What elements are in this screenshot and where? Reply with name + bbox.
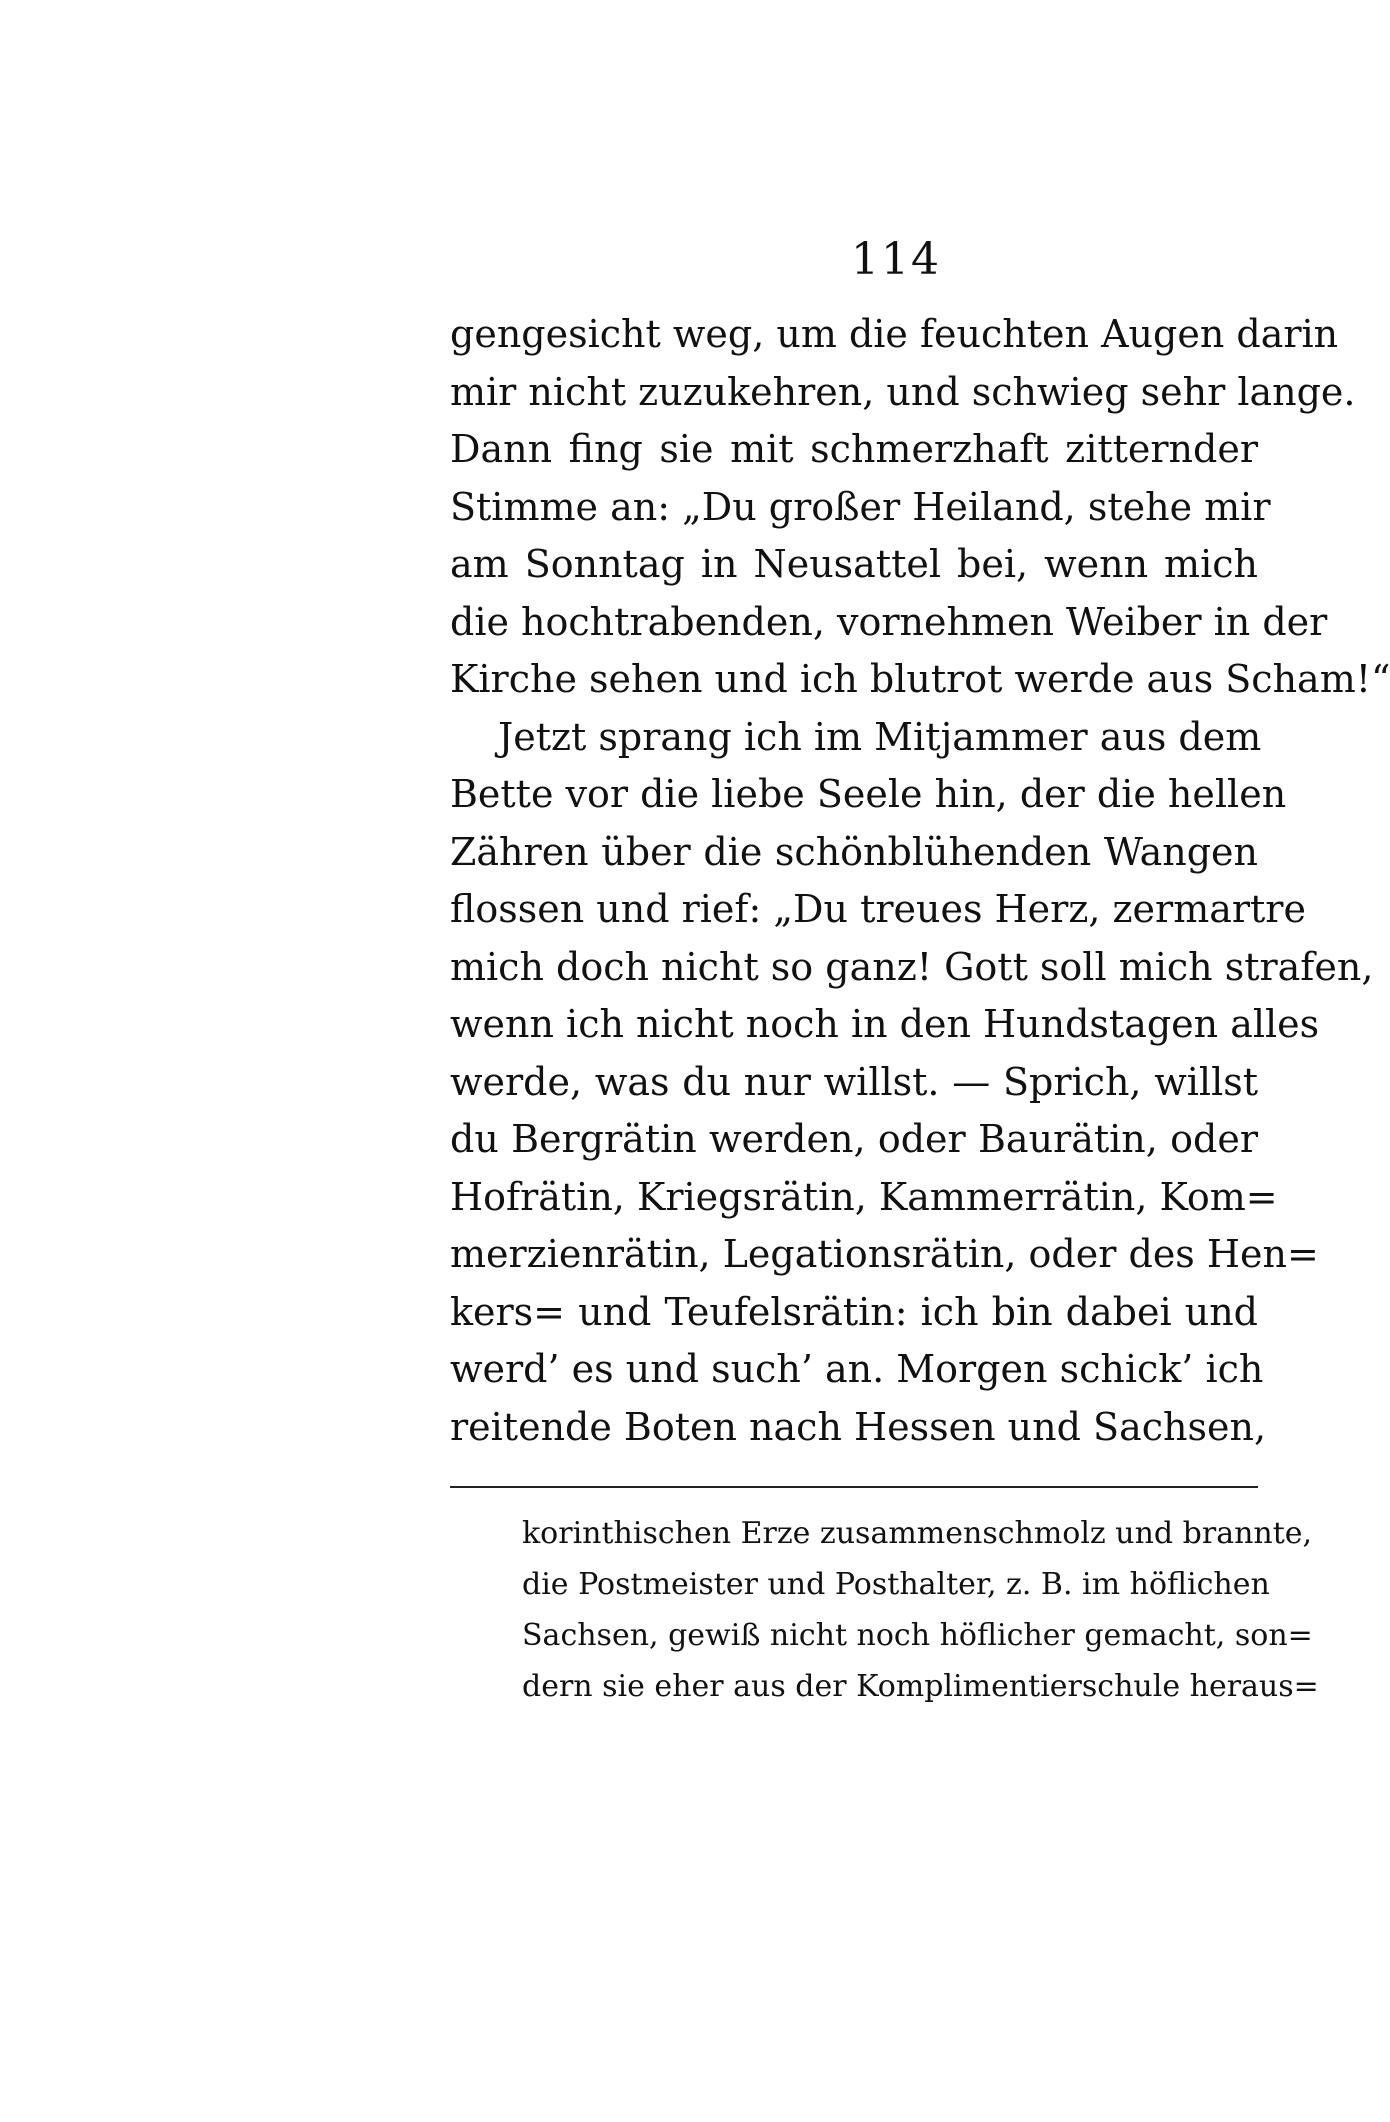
text-line: werde, was du nur willst. — Sprich, willst <box>450 1059 1258 1104</box>
text-line: kers= und Teufelsrätin: ich bin dabei und <box>450 1289 1258 1334</box>
footnote-line: Sachsen, gewiß nicht noch höflicher gemacht, son= <box>522 1618 1313 1653</box>
text-line: wenn ich nicht noch in den Hundstagen alles <box>450 1002 1320 1046</box>
footnote-block <box>522 1508 1319 1712</box>
footnote-line: dern sie eher aus der Komplimentierschule heraus= <box>522 1669 1319 1704</box>
text-line: werd’ es und such’ an. Morgen schick’ ich <box>450 1347 1264 1391</box>
text-line: flossen und rief: „Du treues Herz, zermartre <box>450 887 1306 931</box>
text-line: reitende Boten nach Hessen und Sachsen, <box>450 1404 1267 1449</box>
text-line: merzienrätin, Legationsrätin, oder des Hen= <box>450 1232 1319 1276</box>
text-line: du Bergrätin werden, oder Baurätin, oder <box>450 1117 1258 1161</box>
text-line: Kirche sehen und ich blutrot werde aus Scham!“ <box>450 657 1390 701</box>
text-line: Dann fing sie mit schmerzhaft zitternder <box>450 427 1258 471</box>
footnote-line: korinthischen Erze zusammenschmolz und brannte, <box>522 1516 1313 1551</box>
text-line: Hofrätin, Kriegsrätin, Kammerrätin, Kom= <box>450 1174 1278 1219</box>
text-line: gengesicht weg, um die feuchten Augen darin <box>450 312 1339 356</box>
main-text-block <box>450 306 1390 1456</box>
text-line: Stimme an: „Du großer Heiland, stehe mir <box>450 484 1271 529</box>
text-line: mir nicht zuzukehren, und schwieg sehr lange. <box>450 369 1356 414</box>
footnote-divider <box>450 1486 1258 1488</box>
text-line-paragraph-start: Jetzt sprang ich im Mitjammer aus dem <box>498 714 1262 759</box>
text-line: die hochtrabenden, vornehmen Weiber in der <box>450 599 1328 644</box>
text-line: Zähren über die schönblühenden Wangen <box>450 829 1258 874</box>
footnote-line: die Postmeister und Posthalter, z. B. im höflichen <box>522 1567 1270 1602</box>
text-line: am Sonntag in Neusattel bei, wenn mich <box>450 542 1258 586</box>
page-number: 114 <box>851 234 941 285</box>
text-line: Bette vor die liebe Seele hin, der die hellen <box>450 772 1287 816</box>
text-line: mich doch nicht so ganz! Gott soll mich strafen, <box>450 944 1374 989</box>
